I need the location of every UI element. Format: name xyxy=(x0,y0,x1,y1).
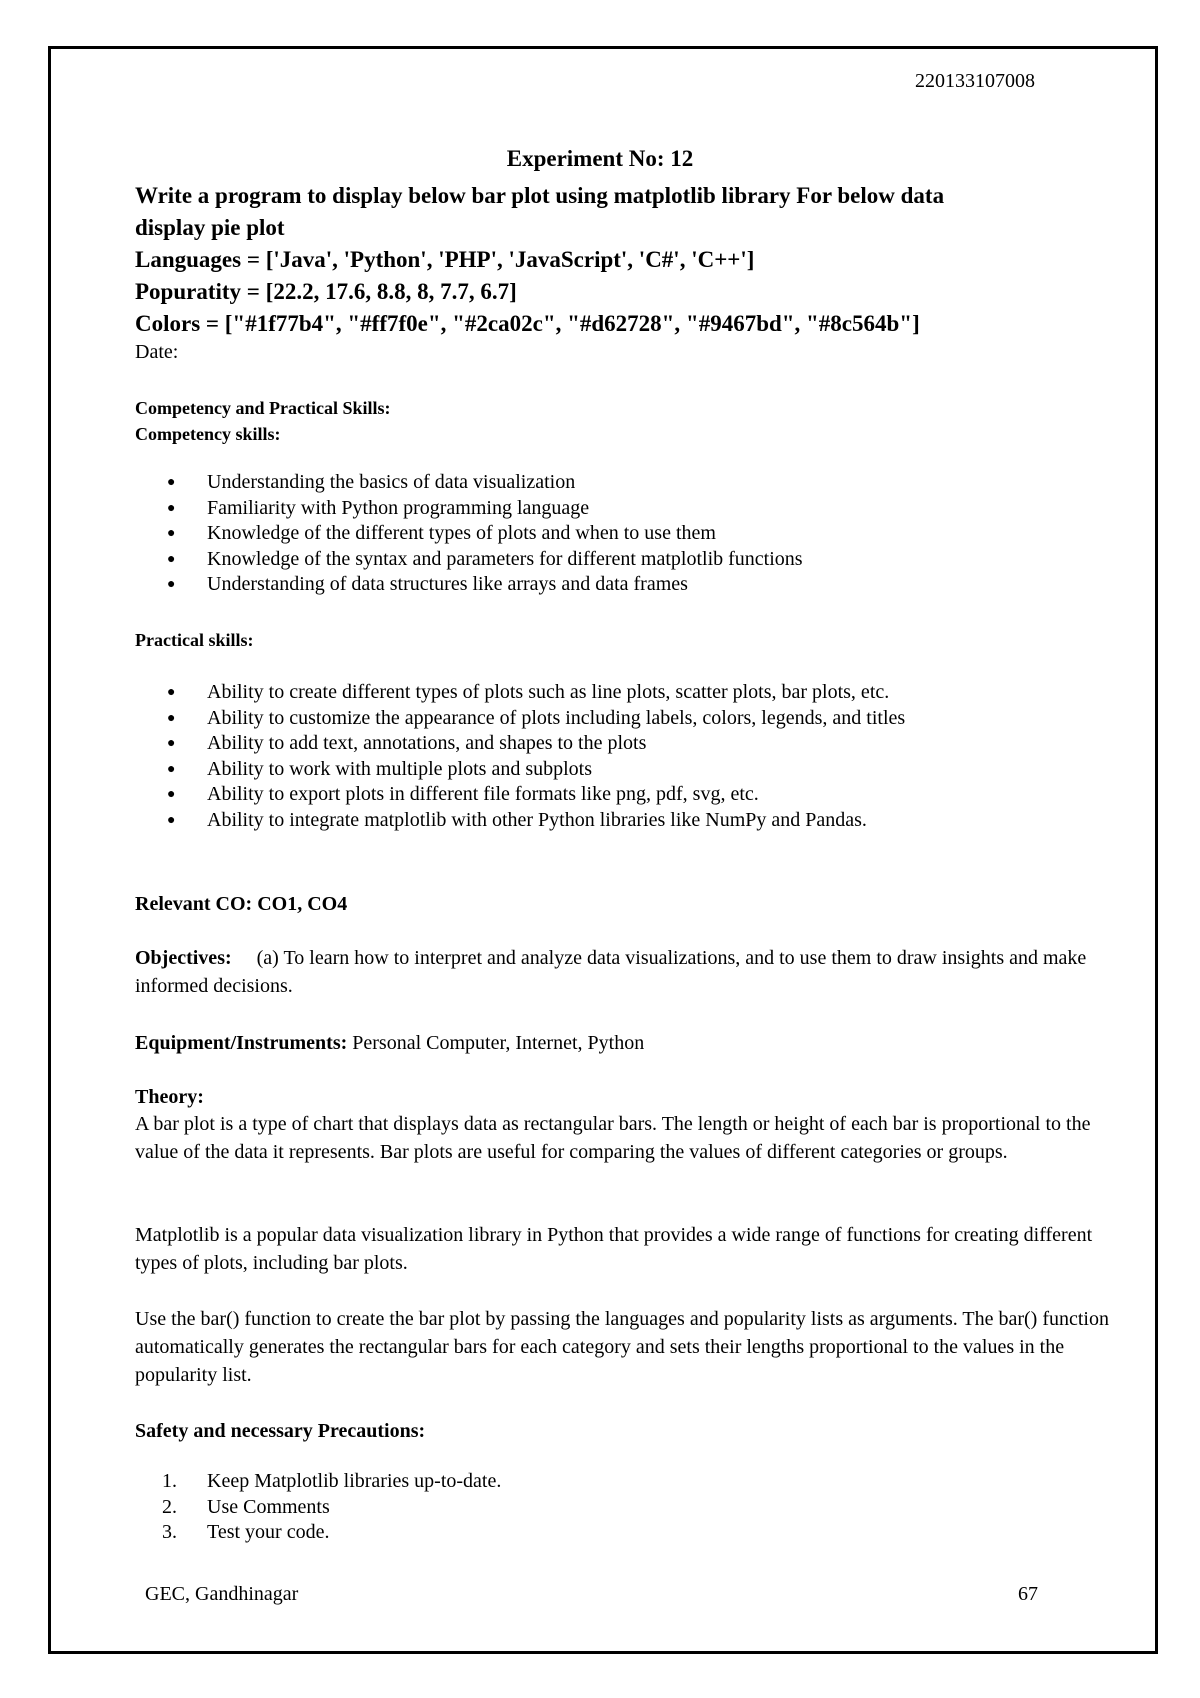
theory-label: Theory: xyxy=(135,1086,204,1108)
experiment-title: Experiment No: 12 xyxy=(506,146,694,171)
date-label: Date: xyxy=(135,341,179,363)
list-item: ● Knowledge of the syntax and parameters for different matplotlib functions xyxy=(207,547,803,573)
safety-heading: Safety and necessary Precautions: xyxy=(135,1420,426,1442)
competency-subheading: Competency skills: xyxy=(135,424,281,444)
list-item: ● Ability to create different types of plots such as line plots, scatter plots, bar plots, etc. xyxy=(207,680,905,706)
equipment-label: Equipment/Instruments: xyxy=(135,1032,348,1054)
theory-paragraph-3: Use the bar() function to create the bar plot by passing the languages and popularity lists as arguments. The bar() function automatically generates the rectangular bars for each category and sets their lengths proportional to the values in the popularity list. xyxy=(135,1308,1109,1386)
footer-institution: GEC, Gandhinagar xyxy=(145,1583,299,1605)
list-item: ● Familiarity with Python programming language xyxy=(207,496,803,522)
popularity-line: Popuratity = [22.2, 17.6, 8.8, 8, 7.7, 6.7] xyxy=(135,279,517,304)
aim-line-1: Write a program to display below bar plot using matplotlib library For below data xyxy=(135,183,945,208)
list-text: Test your code. xyxy=(207,1521,330,1543)
list-number: 2. xyxy=(162,1495,177,1518)
list-item: ● Ability to customize the appearance of plots including labels, colors, legends, and titles xyxy=(207,706,905,732)
list-item: ● Ability to integrate matplotlib with other Python libraries like NumPy and Pandas. xyxy=(207,808,905,834)
list-item: ● Understanding the basics of data visualization xyxy=(207,470,803,496)
equipment xyxy=(135,1029,1135,1057)
theory-paragraph-2: Matplotlib is a popular data visualization library in Python that provides a wide range of functions for creating different types of plots, including bar plots. xyxy=(135,1224,1093,1274)
list-item: ● Knowledge of the different types of plots and when to use them xyxy=(207,521,803,547)
list-item: ● Ability to add text, annotations, and shapes to the plots xyxy=(207,731,905,757)
list-text: Use Comments xyxy=(207,1495,330,1518)
safety-list xyxy=(135,1469,501,1546)
practical-heading: Practical skills: xyxy=(135,630,254,650)
objectives-label: Objectives: xyxy=(135,947,232,969)
competency-list xyxy=(135,470,803,598)
list-item: ● Ability to work with multiple plots and subplots xyxy=(207,757,905,783)
languages-line: Languages = ['Java', 'Python', 'PHP', 'JavaScript', 'C#', 'C++'] xyxy=(135,247,755,272)
list-item xyxy=(162,1469,502,1495)
equipment-text: Personal Computer, Internet, Python xyxy=(352,1032,645,1054)
objectives-text: (a) To learn how to interpret and analyze data visualizations, and to use them to draw insights and make informed decisions. xyxy=(135,947,1087,997)
footer-page-number: 67 xyxy=(1018,1583,1038,1605)
aim-line-2: display pie plot xyxy=(135,215,285,240)
aim-block xyxy=(135,180,1135,364)
colors-line: Colors = ["#1f77b4", "#ff7f0e", "#2ca02c", "#d62728", "#9467bd", "#8c564b"] xyxy=(135,311,920,336)
relevant-co: Relevant CO: CO1, CO4 xyxy=(135,893,348,915)
list-item: ● Understanding of data structures like arrays and data frames xyxy=(207,572,803,598)
practical-list xyxy=(135,680,905,833)
list-item xyxy=(162,1520,501,1546)
list-item: ● Ability to export plots in different file formats like png, pdf, svg, etc. xyxy=(207,782,905,808)
competency-heading: Competency and Practical Skills: xyxy=(135,398,391,418)
theory-paragraph-1: A bar plot is a type of chart that displays data as rectangular bars. The length or height of each bar is proportional to the value of the data it represents. Bar plots are useful for comparing the values of different categories or groups. xyxy=(135,1113,1091,1163)
list-number: 1. xyxy=(162,1470,177,1492)
list-number: 3. xyxy=(162,1521,177,1543)
list-text: Keep Matplotlib libraries up-to-date. xyxy=(207,1470,502,1492)
roll-number: 220133107008 xyxy=(915,70,1035,92)
objectives xyxy=(135,944,1135,1000)
list-item xyxy=(162,1495,501,1521)
